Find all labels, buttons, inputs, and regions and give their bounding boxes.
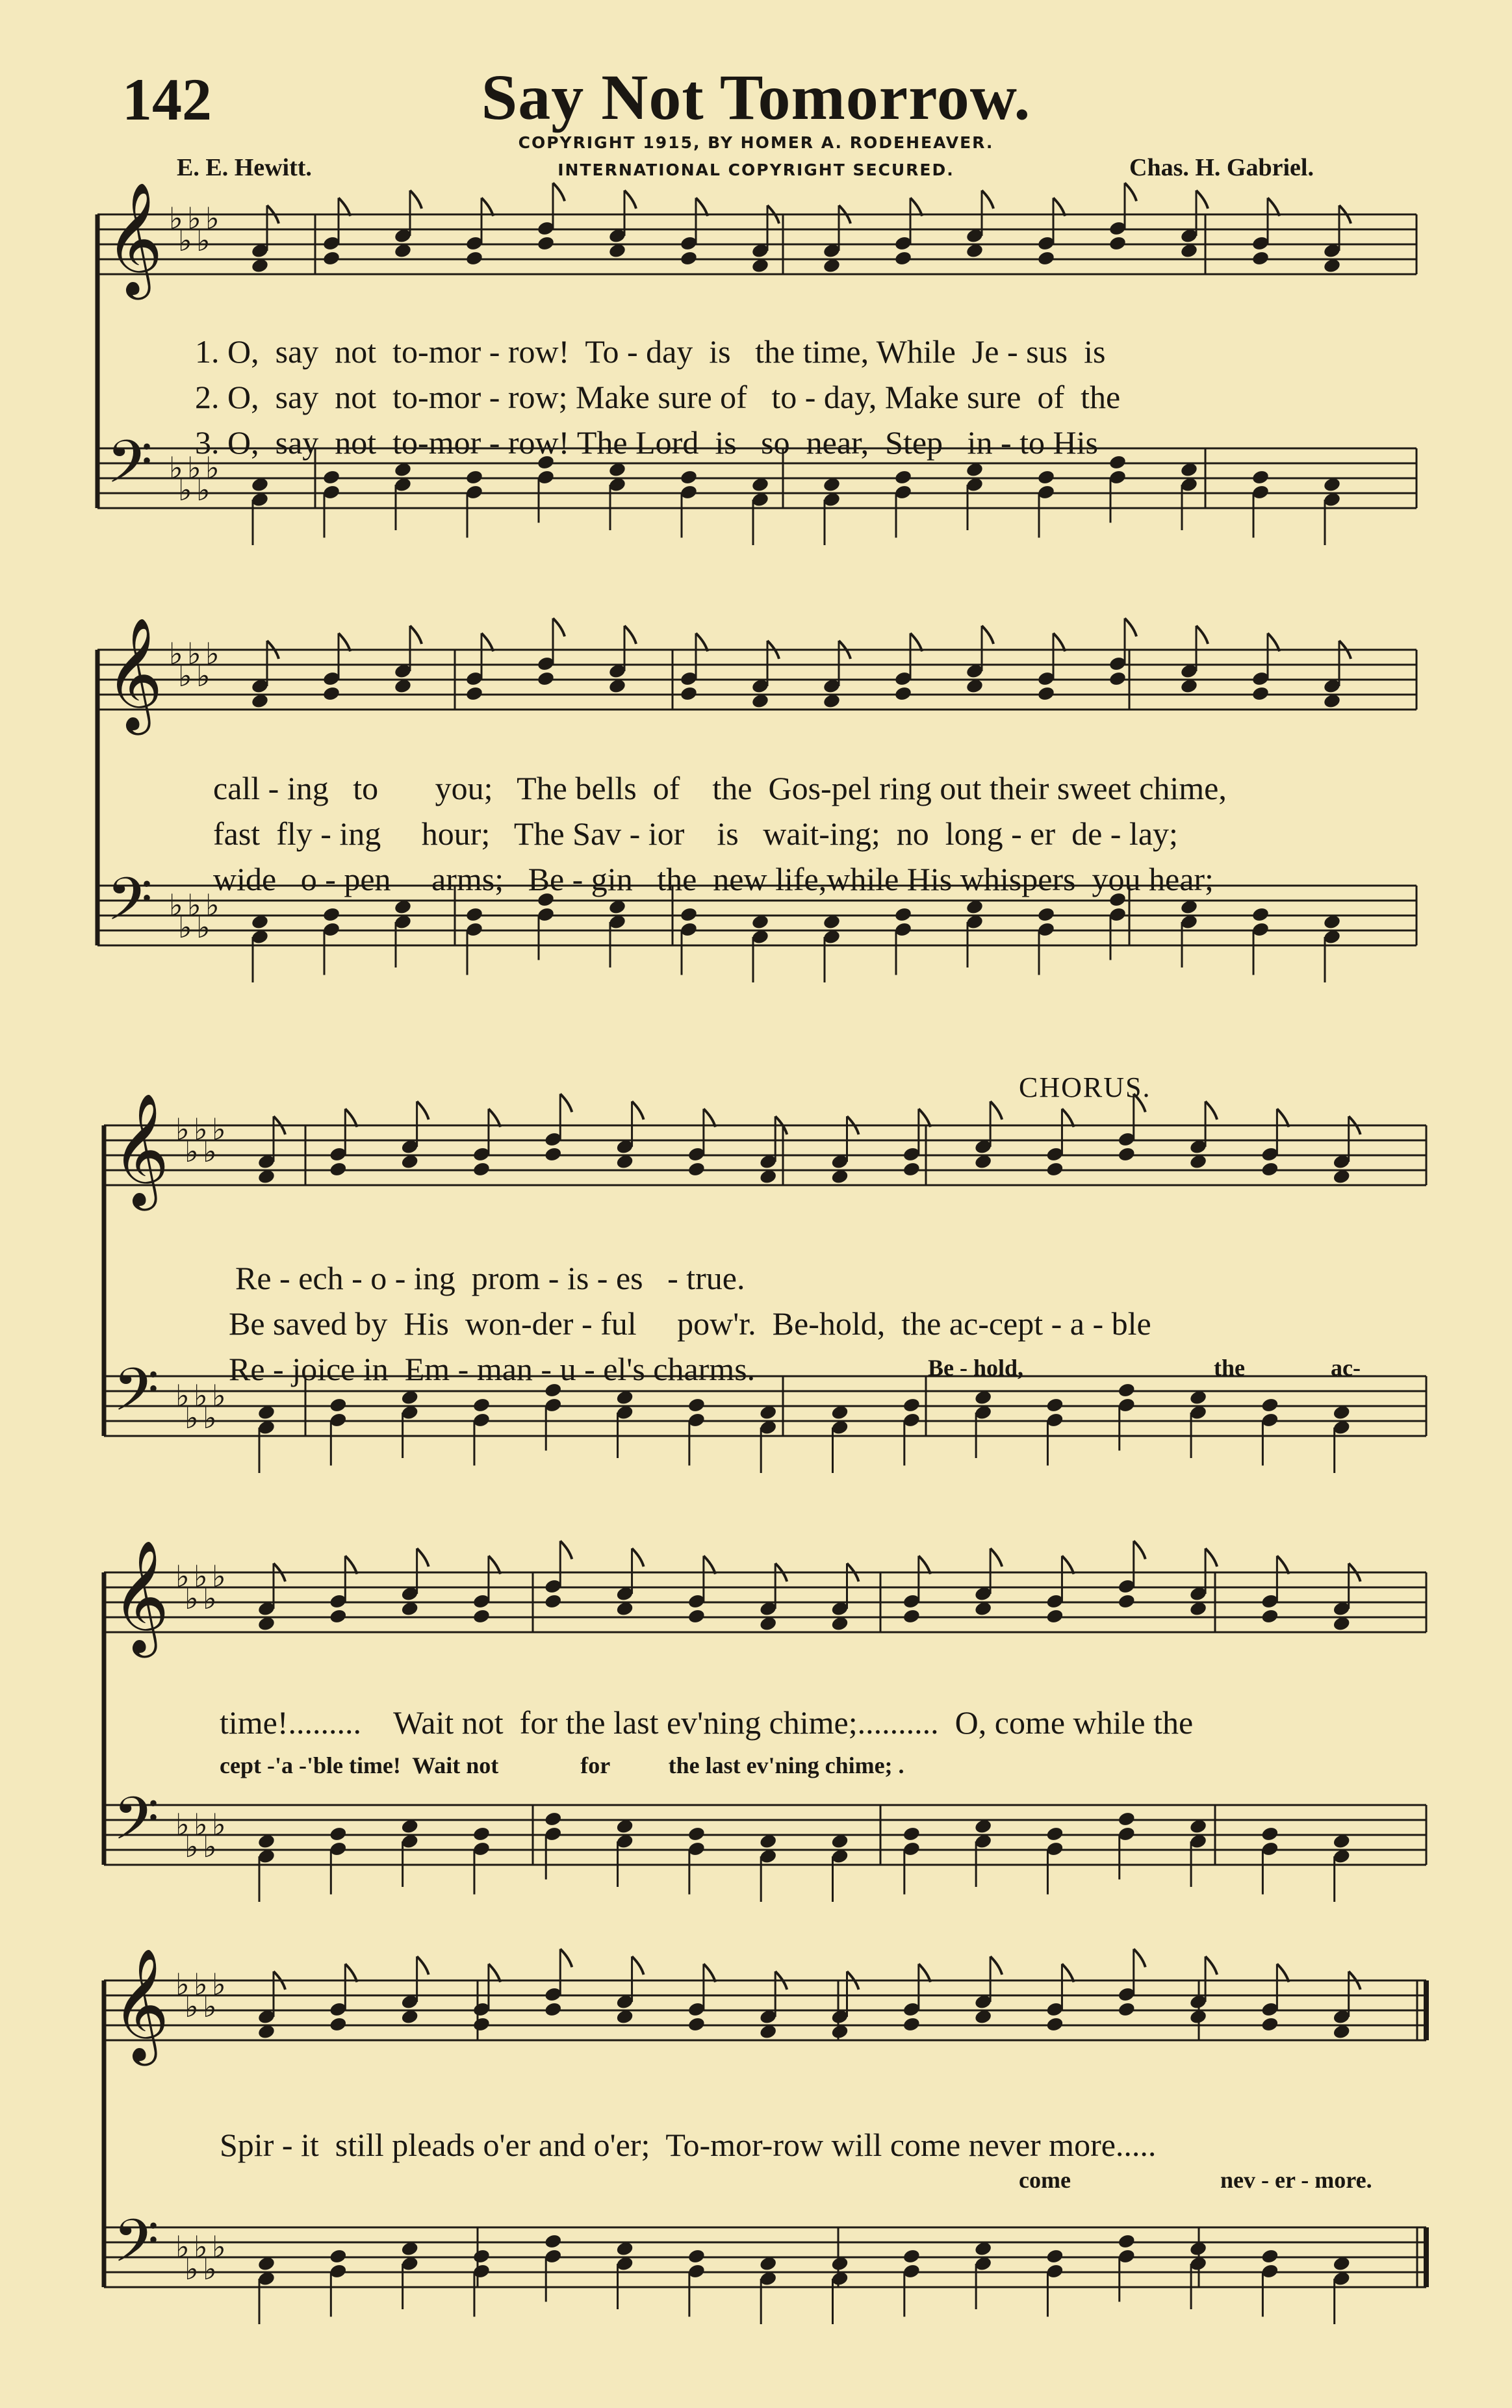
author-credit: E. E. Hewitt. (177, 154, 312, 181)
small-lyric-behold: Be - hold, (928, 1355, 1024, 1381)
flat-icon: ♭ (212, 1378, 226, 1413)
lyric-s1-v2: 2. O, say not to-mor - row; Make sure of to - day, Make sure of the (195, 379, 1121, 415)
chord (1261, 1964, 1288, 2317)
small-lyric-never-more: nev - er - more. (1220, 2167, 1372, 2193)
flat-icon: ♭ (194, 1807, 208, 1842)
lyric-s1-v1: 1. O, say not to-mor - row! To - day is the time, While Je - sus is (195, 333, 1106, 370)
flat-icon: ♭ (205, 888, 220, 923)
chord (1251, 198, 1279, 538)
flat-icon: ♭ (185, 1134, 199, 1169)
lyric-s4: time!......... Wait not for the last ev'ning chime;.......... O, come while the (220, 1704, 1194, 1741)
flat-icon: ♭ (194, 1378, 208, 1413)
flat-icon: ♭ (196, 472, 211, 507)
flat-icon: ♭ (175, 1112, 190, 1147)
flat-icon: ♭ (212, 1967, 226, 2002)
chord (1108, 183, 1136, 523)
chord (1261, 1109, 1288, 1466)
chord (1261, 1556, 1288, 1895)
flat-icon: ♭ (169, 636, 183, 671)
lyric-s2-v2: fast fly - ing hour; The Sav - ior is wait-ing; no long - er de - lay; (213, 815, 1178, 852)
lyric-s1-v3: 3. O, say not to-mor - row! The Lord is so near, Step in - to His (195, 424, 1098, 461)
treble-clef-icon: 𝄞 (105, 182, 163, 295)
flat-icon: ♭ (203, 1989, 217, 2024)
bass-clef-icon: 𝄢 (107, 428, 153, 511)
lyric-s3-v2: Be saved by His won-der - ful pow'r. Be-hold, the ac-cept - a - ble (229, 1305, 1151, 1342)
flat-icon: ♭ (187, 888, 201, 923)
flat-icon: ♭ (185, 1581, 199, 1616)
flat-icon: ♭ (194, 1967, 208, 2002)
chord (1323, 205, 1351, 545)
flat-icon: ♭ (175, 1378, 190, 1413)
flat-icon: ♭ (178, 910, 192, 945)
flat-icon: ♭ (169, 450, 183, 485)
chord (1117, 1949, 1145, 2302)
flat-icon: ♭ (185, 1829, 199, 1864)
flat-icon: ♭ (194, 1559, 208, 1594)
flat-icon: ♭ (203, 1581, 217, 1616)
flat-icon: ♭ (194, 1112, 208, 1147)
chord (1045, 1109, 1073, 1466)
flat-icon: ♭ (196, 910, 211, 945)
flat-icon: ♭ (187, 201, 201, 236)
notes (105, 182, 1361, 2324)
chord (823, 205, 851, 545)
flat-icon: ♭ (212, 2229, 226, 2264)
treble-clef-icon: 𝄞 (105, 617, 163, 730)
bass-clef-icon: 𝄢 (113, 2207, 159, 2290)
staff-lines (97, 214, 1426, 2287)
lyric-s2-v1: call - ing to you; The bells of the Gos-pel ring out their sweet chime, (213, 770, 1227, 806)
flat-icon: ♭ (187, 450, 201, 485)
treble-clef-icon: 𝄞 (112, 1540, 170, 1653)
flat-icon: ♭ (175, 1807, 190, 1842)
flat-icon: ♭ (178, 658, 192, 693)
flat-icon: ♭ (196, 658, 211, 693)
flat-icon: ♭ (196, 223, 211, 258)
flat-icon: ♭ (212, 1559, 226, 1594)
copyright-line-2: INTERNATIONAL COPYRIGHT SECURED. (557, 160, 955, 179)
flat-icon: ♭ (185, 2251, 199, 2286)
flat-icon: ♭ (185, 1989, 199, 2024)
small-lyric-the: the (1214, 1355, 1245, 1381)
flat-icon: ♭ (185, 1400, 199, 1435)
flat-icon: ♭ (169, 888, 183, 923)
composer-credit: Chas. H. Gabriel. (1129, 154, 1314, 181)
flat-icon: ♭ (187, 636, 201, 671)
flat-icon: ♭ (178, 472, 192, 507)
chord (1251, 634, 1279, 975)
flat-icon: ♭ (178, 223, 192, 258)
flat-icon: ♭ (203, 1829, 217, 1864)
flat-icon: ♭ (205, 450, 220, 485)
flat-icon: ♭ (205, 201, 220, 236)
flat-icon: ♭ (212, 1807, 226, 1842)
small-lyric-ac: ac- (1331, 1355, 1361, 1381)
lyric-s3-v1: Re - ech - o - ing prom - is - es - true. (235, 1260, 745, 1296)
copyright-line-1: COPYRIGHT 1915, BY HOMER A. RODEHEAVER. (518, 133, 994, 152)
bass-clef-icon: 𝄢 (107, 865, 153, 948)
chord (1332, 1563, 1360, 1902)
bass-clef-icon: 𝄢 (113, 1355, 159, 1439)
hymn-number: 142 (122, 66, 212, 133)
flat-icon: ♭ (203, 1134, 217, 1169)
chord (751, 205, 779, 545)
flat-icon: ♭ (203, 2251, 217, 2286)
flat-icon: ♭ (203, 1400, 217, 1435)
lyric-s5: Spir - it still pleads o'er and o'er; To-mor-row will come never more..... (220, 2127, 1157, 2163)
flat-icon: ♭ (175, 1559, 190, 1594)
treble-clef-icon: 𝄞 (112, 1093, 170, 1206)
chorus-label: CHORUS. (1019, 1071, 1151, 1103)
lyric-s3-v3: Re - joice in Em - man - u - el's charms. (229, 1351, 756, 1387)
flat-icon: ♭ (205, 636, 220, 671)
flat-icon: ♭ (169, 201, 183, 236)
lyric-s2-v3: wide o - pen arms; Be - gin the new life,while His whispers you hear; (213, 861, 1214, 897)
hymn-title: Say Not Tomorrow. (481, 61, 1031, 133)
chord (1117, 1094, 1145, 1451)
small-lyric-s4: cept -'a -'ble time! Wait not for the last ev'ning chime; . (220, 1752, 904, 1778)
flat-icon: ♭ (175, 2229, 190, 2264)
chord (544, 1949, 572, 2302)
flat-icon: ♭ (194, 2229, 208, 2264)
flat-icon: ♭ (212, 1112, 226, 1147)
treble-clef-icon: 𝄞 (112, 1948, 170, 2061)
chord (1189, 1548, 1217, 1887)
small-lyric-come: come (1019, 2167, 1071, 2193)
bass-clef-icon: 𝄢 (113, 1784, 159, 1867)
flat-icon: ♭ (175, 1967, 190, 2002)
chord (251, 205, 279, 545)
chord (1180, 190, 1208, 530)
